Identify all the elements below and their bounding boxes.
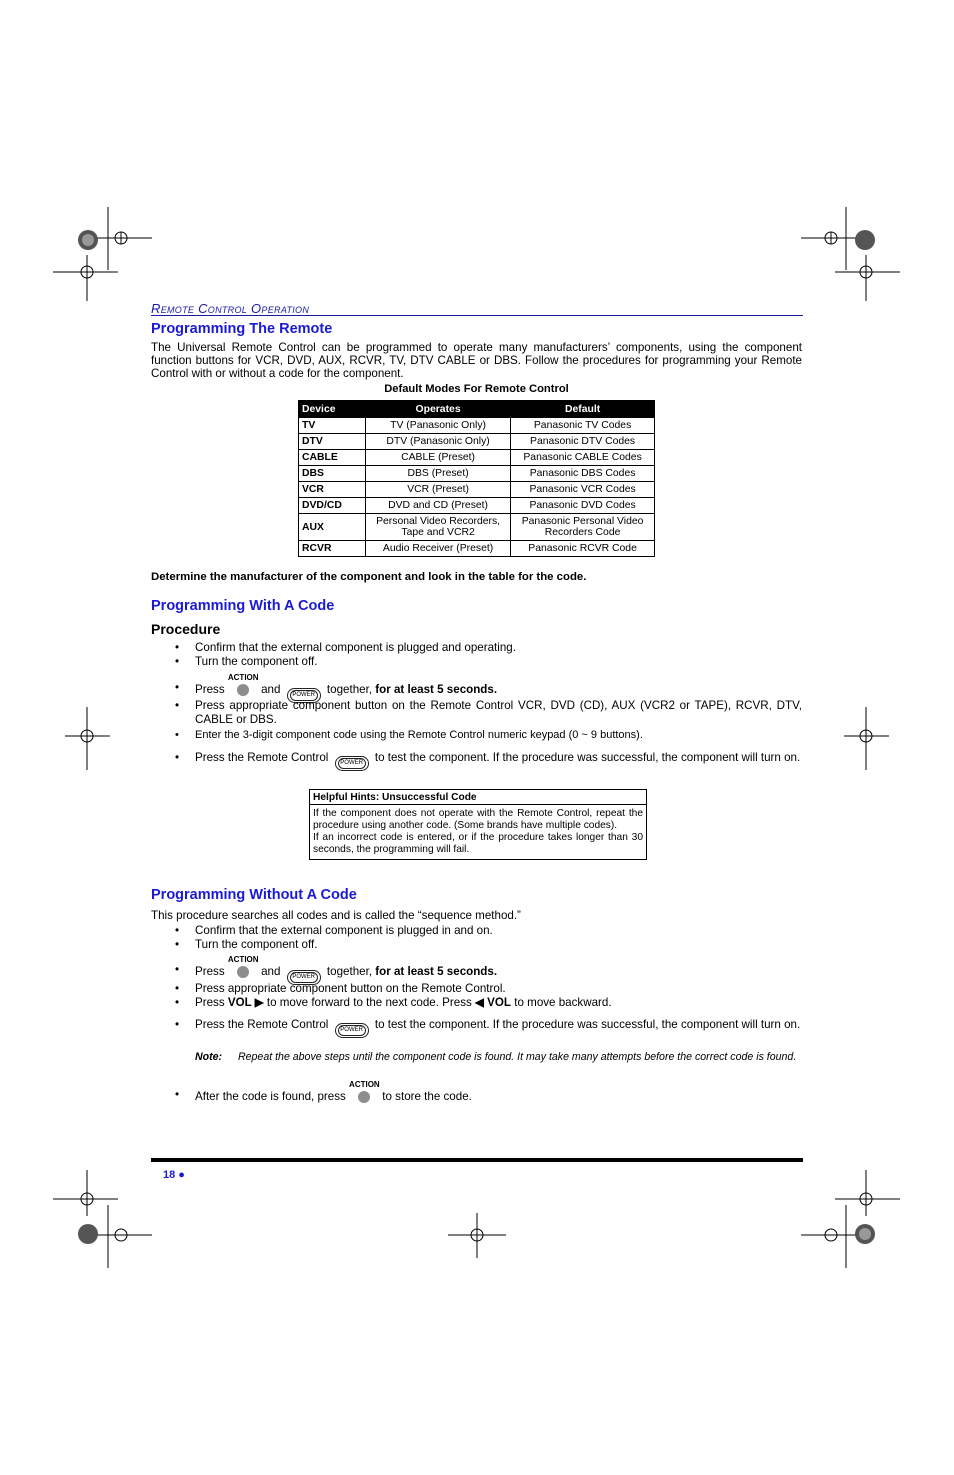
hint-paragraph: If an incorrect code is entered, or if the procedure takes longer than 30 seconds, the programming will fail. <box>313 832 643 855</box>
table-row <box>299 541 655 557</box>
list-item-text: Turn the component off. <box>195 655 318 668</box>
cell-default: Panasonic DTV Codes <box>511 434 655 450</box>
list-item-text: Confirm that the external component is plugged in and on. <box>195 924 493 937</box>
table-row <box>299 434 655 450</box>
page-number: 18 ● <box>163 1169 185 1181</box>
cell-default: Panasonic VCR Codes <box>511 482 655 498</box>
note-label: Note: <box>195 1051 223 1063</box>
vol-right-label: VOL ▶ <box>227 996 264 1009</box>
together-text: together, <box>326 965 373 978</box>
power-button-icon: POWER <box>287 688 321 703</box>
table-header-row <box>299 401 655 418</box>
table-row <box>299 418 655 434</box>
test-component-text: to test the component. If the procedure was successful, the component will turn on. <box>374 751 801 764</box>
duration-text: for at least 5 seconds. <box>375 683 498 696</box>
list-item-text <box>195 1080 802 1104</box>
intro-paragraph: The Universal Remote Control can be programmed to operate many manufacturers’ components, using the component function buttons for VCR, DVD, AUX, RCVR, TV, DTV CABLE or DBS. Follow the procedures for programming your Remote Control with or without a code for the component. <box>151 341 802 380</box>
cell-default: Panasonic RCVR Code <box>511 541 655 557</box>
action-label: ACTION <box>227 673 259 682</box>
table-row <box>299 450 655 466</box>
cell-default: Panasonic CABLE Codes <box>511 450 655 466</box>
table-title: Default Modes For Remote Control <box>384 383 569 395</box>
cell-device: TV <box>299 418 366 434</box>
list-item-text: Press appropriate component button on the Remote Control VCR, DVD (CD), AUX (VCR2 or TAPE), RCVR, DTV, CABLE or DBS. <box>195 699 802 726</box>
after-table-note: Determine the manufacturer of the component and look in the table for the code. <box>151 571 587 583</box>
note-text: Repeat the above steps until the component code is found. It may take many attempts before the correct code is found. <box>238 1051 797 1063</box>
store-code-text: to store the code. <box>382 1090 472 1103</box>
power-button-icon: POWER <box>335 756 369 771</box>
list-item-text <box>195 996 802 1010</box>
list-item-text: Press appropriate component button on the Remote Control. <box>195 982 506 995</box>
press-text: Press <box>195 683 225 696</box>
cell-default: Panasonic DVD Codes <box>511 498 655 514</box>
note-block <box>195 1051 802 1063</box>
cell-operates: DVD and CD (Preset) <box>366 498 511 514</box>
cell-default: Panasonic TV Codes <box>511 418 655 434</box>
table-row <box>299 514 655 541</box>
and-text: and <box>261 965 281 978</box>
heading-without-code: Programming Without A Code <box>151 887 357 903</box>
table-row <box>299 466 655 482</box>
list-item-text <box>195 1016 802 1038</box>
cell-device: DBS <box>299 466 366 482</box>
hint-paragraph: If the component does not operate with the Remote Control, repeat the procedure using another code. (Some brands have multiple codes). <box>313 808 643 831</box>
helpful-hints-box <box>309 789 647 860</box>
cell-device: CABLE <box>299 450 366 466</box>
list-item-text <box>195 748 802 771</box>
cell-operates: Personal Video Recorders, Tape and VCR2 <box>366 514 511 541</box>
heading-with-code: Programming With A Code <box>151 598 335 614</box>
list-item-text: Enter the 3-digit component code using the Remote Control numeric keypad (0 ~ 9 buttons). <box>195 729 643 741</box>
sequence-intro: This procedure searches all codes and is called the “sequence method.” <box>151 909 521 922</box>
action-label: ACTION <box>349 1080 380 1089</box>
power-button-icon: POWER <box>335 1023 369 1038</box>
forward-text: to move forward to the next code. Press <box>266 996 472 1009</box>
hints-body <box>310 805 646 859</box>
section-title: Remote Control Operation <box>151 301 310 316</box>
press-text: Press <box>195 965 225 978</box>
cell-operates: DBS (Preset) <box>366 466 511 482</box>
action-button-icon <box>227 673 259 697</box>
cell-operates: DTV (Panasonic Only) <box>366 434 511 450</box>
list-item-text: Turn the component off. <box>195 938 318 951</box>
cell-operates: VCR (Preset) <box>366 482 511 498</box>
list-item-text: Confirm that the external component is plugged and operating. <box>195 641 516 654</box>
action-label: ACTION <box>227 955 259 964</box>
cell-default: Panasonic DBS Codes <box>511 466 655 482</box>
header-operates: Operates <box>366 401 511 418</box>
action-button-icon <box>227 955 259 979</box>
vol-left-label: ◀ VOL <box>475 996 512 1009</box>
procedure-heading: Procedure <box>151 621 221 637</box>
header-default: Default <box>511 401 655 418</box>
together-text: together, <box>326 683 373 696</box>
after-found-text: After the code is found, press <box>195 1090 346 1103</box>
press-text: Press <box>195 996 225 1009</box>
header-device: Device <box>299 401 366 418</box>
cell-operates: TV (Panasonic Only) <box>366 418 511 434</box>
cell-default: Panasonic Personal Video Recorders Code <box>511 514 655 541</box>
table-row <box>299 482 655 498</box>
press-remote-text: Press the Remote Control <box>195 751 329 764</box>
default-modes-table <box>298 400 655 557</box>
press-remote-text: Press the Remote Control <box>195 1018 329 1031</box>
and-text: and <box>261 683 281 696</box>
cell-device: DTV <box>299 434 366 450</box>
hints-title: Helpful Hints: Unsuccessful Code <box>310 790 646 805</box>
footer-rule <box>151 1158 803 1162</box>
section-header <box>151 300 803 316</box>
test-component-text: to test the component. If the procedure was successful, the component will turn on. <box>374 1018 801 1031</box>
cell-device: DVD/CD <box>299 498 366 514</box>
power-button-icon: POWER <box>287 970 321 985</box>
cell-device: RCVR <box>299 541 366 557</box>
cell-operates: CABLE (Preset) <box>366 450 511 466</box>
action-button-icon <box>349 1080 380 1104</box>
backward-text: to move backward. <box>514 996 612 1009</box>
table-row <box>299 498 655 514</box>
cell-device: AUX <box>299 514 366 541</box>
heading-programming-remote: Programming The Remote <box>151 321 333 337</box>
duration-text: for at least 5 seconds. <box>375 965 498 978</box>
cell-device: VCR <box>299 482 366 498</box>
cell-operates: Audio Receiver (Preset) <box>366 541 511 557</box>
